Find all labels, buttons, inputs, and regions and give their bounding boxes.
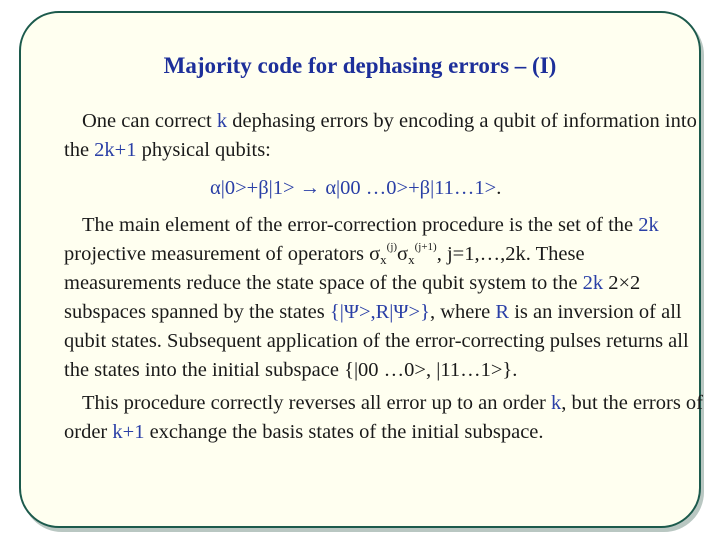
symbol-2k-second: 2k bbox=[582, 272, 604, 294]
formula-period: . bbox=[496, 177, 502, 199]
slide-body bbox=[64, 107, 704, 447]
paragraph-measurement bbox=[64, 211, 704, 385]
paragraph-conclusion bbox=[64, 389, 704, 447]
state-set: {|Ψ>,R|Ψ>} bbox=[329, 301, 430, 323]
symbol-k-second: k bbox=[551, 392, 562, 414]
slide-title: Majority code for dephasing errors – (I) bbox=[163, 53, 557, 78]
conclusion-text-3: exchange the basis states of the initial subspace. bbox=[144, 421, 544, 443]
sigma-superscript-2: (j+1) bbox=[414, 241, 437, 253]
encoding-formula bbox=[64, 174, 704, 203]
symbol-2k-plus-1: 2k+1 bbox=[94, 139, 137, 161]
formula-text: α|0>+β|1> → α|00 …0>+β|11…1> bbox=[210, 177, 497, 199]
measure-text-6: is an inversion of all qubit states. Subsequent application of the error-correcting pulses returns all the states into the initial subspace {|00 …0>, |11…1>}. bbox=[64, 301, 689, 381]
sigma-superscript-1: (j) bbox=[386, 241, 398, 253]
intro-text-3: physical qubits: bbox=[136, 139, 271, 161]
symbol-R: R bbox=[495, 301, 510, 323]
measure-text-1: The main element of the error-correction procedure is the set of the bbox=[82, 214, 639, 236]
slide-frame bbox=[19, 11, 704, 528]
symbol-k-plus-1: k+1 bbox=[112, 421, 145, 443]
measure-text-4: 2×2 subspaces spanned by the states bbox=[64, 272, 641, 323]
conclusion-text-2: , but the errors of order bbox=[64, 392, 704, 443]
symbol-k: k bbox=[216, 110, 228, 132]
intro-text-1: One can correct bbox=[82, 110, 217, 132]
measure-text-5: , where bbox=[429, 301, 496, 323]
measure-text-2: projective measurement of operators σ bbox=[64, 243, 381, 265]
paragraph-intro bbox=[64, 107, 704, 165]
sigma-subscript-1: x bbox=[380, 252, 387, 267]
sigma-subscript-2: x bbox=[408, 252, 415, 267]
conclusion-text-1: This procedure correctly reverses all error up to an order bbox=[82, 392, 552, 414]
intro-text-2: dephasing errors by encoding a qubit of information into the bbox=[64, 110, 697, 161]
sigma-2: σ bbox=[397, 243, 409, 265]
symbol-2k: 2k bbox=[638, 214, 659, 236]
measure-text-3: , j=1,…,2k. These measurements reduce the state space of the qubit system to the bbox=[64, 243, 585, 294]
